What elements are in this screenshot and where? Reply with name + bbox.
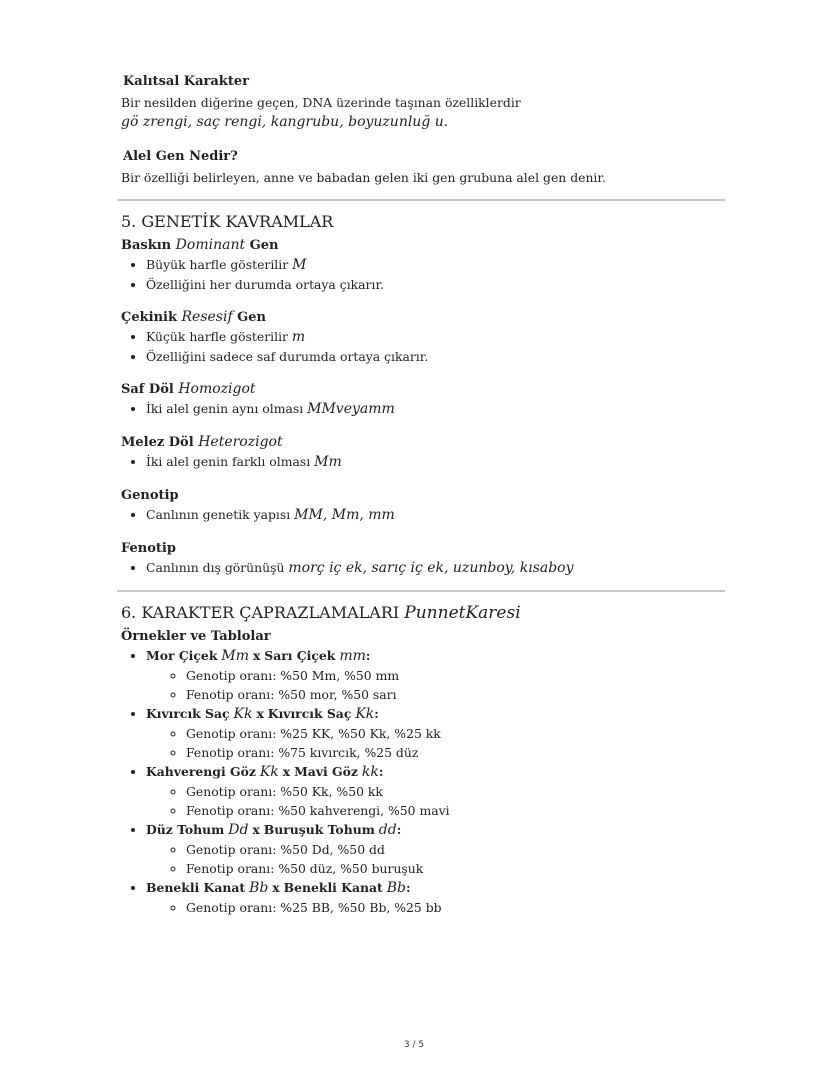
section6-title: 6. KARAKTER ÇAPRAZLAMALARI PunnetKaresi [121, 603, 521, 623]
cross-item: • Mor Çiçek Mm x Sarı Çiçek mm: ◦ Genotip oranı: %50 Mm, %50 mm ◦ Fenotip oranı: %50 mor, %50 sarı [146, 646, 711, 704]
alel-text: Bir özelliği belirleyen, anne ve babadan gelen iki gen grubuna alel gen denir. [121, 170, 606, 185]
ratio-item: ◦ Genotip oranı: %50 Dd, %50 dd [186, 840, 711, 859]
alel-heading: Alel Gen Nedir? [123, 149, 238, 164]
saf-list [121, 399, 711, 419]
saf-heading: Saf Döl Homozigot [121, 381, 256, 397]
cekinik-list [121, 327, 711, 366]
section6-subtitle: Örnekler ve Tablolar [121, 629, 271, 644]
list-item: • Canlının dış görünüşü morç iç ek, sarıç iç ek, uzunboy, kısaboy [146, 558, 711, 578]
fenotip-heading: Fenotip [121, 541, 176, 556]
ratio-item: ◦ Genotip oranı: %50 Mm, %50 mm [186, 666, 711, 685]
ratio-item: ◦ Genotip oranı: %25 KK, %50 Kk, %25 kk [186, 724, 711, 743]
ratio-item: ◦ Fenotip oranı: %50 düz, %50 buruşuk [186, 859, 711, 878]
list-item: • Özelliğini her durumda ortaya çıkarır. [146, 275, 711, 294]
fenotip-list [121, 558, 711, 578]
melez-heading: Melez Döl Heterozigot [121, 434, 283, 450]
document-page [121, 72, 711, 917]
list-item: • İki alel genin farklı olması Mm [146, 452, 711, 472]
ratio-item: ◦ Fenotip oranı: %50 mor, %50 sarı [186, 685, 711, 704]
cross-item: • Benekli Kanat Bb x Benekli Kanat Bb: ◦ Genotip oranı: %25 BB, %50 Bb, %25 bb [146, 878, 711, 917]
ratio-item: ◦ Genotip oranı: %25 BB, %50 Bb, %25 bb [186, 898, 711, 917]
divider [117, 590, 725, 592]
cross-item: • Düz Tohum Dd x Buruşuk Tohum dd: ◦ Genotip oranı: %50 Dd, %50 dd ◦ Fenotip oranı: %50 düz, %50 buruşuk [146, 820, 711, 878]
genotip-list [121, 505, 711, 525]
melez-list [121, 452, 711, 472]
section5-title: 5. GENETİK KAVRAMLAR [121, 212, 334, 231]
list-item: • Küçük harfle gösterilir m [146, 327, 711, 347]
list-item: • Canlının genetik yapısı MM, Mm, mm [146, 505, 711, 525]
cross-item: • Kahverengi Göz Kk x Mavi Göz kk: ◦ Genotip oranı: %50 Kk, %50 kk ◦ Fenotip oranı: %50 kahverengi, %50 mavi [146, 762, 711, 820]
page-number: 3 / 5 [403, 1040, 425, 1050]
ratio-item: ◦ Genotip oranı: %50 Kk, %50 kk [186, 782, 711, 801]
crosses-list [121, 646, 711, 917]
list-item: • Özelliğini sadece saf durumda ortaya çıkarır. [146, 347, 711, 366]
list-item: • İki alel genin aynı olması MMveyamm [146, 399, 711, 419]
list-item: • Büyük harfle gösterilir M [146, 255, 711, 275]
cekinik-heading: Çekinik Resesif Gen [121, 309, 266, 325]
kalitsal-heading: Kalıtsal Karakter [123, 74, 249, 89]
baskin-heading: Baskın Dominant Gen [121, 237, 279, 253]
baskin-list [121, 255, 711, 294]
kalitsal-text: Bir nesilden diğerine geçen, DNA üzerinde taşınan özelliklerdir [121, 95, 521, 110]
ratio-item: ◦ Fenotip oranı: %50 kahverengi, %50 mavi [186, 801, 711, 820]
genotip-heading: Genotip [121, 488, 179, 503]
divider [117, 199, 725, 201]
cross-item: • Kıvırcık Saç Kk x Kıvırcık Saç Kk: ◦ Genotip oranı: %25 KK, %50 Kk, %25 kk ◦ Fenotip oranı: %75 kıvırcık, %25 düz [146, 704, 711, 762]
kalitsal-examples: gö zrengi, saç rengi, kangrubu, boyuzunluğ u. [121, 114, 449, 130]
ratio-item: ◦ Fenotip oranı: %75 kıvırcık, %25 düz [186, 743, 711, 762]
